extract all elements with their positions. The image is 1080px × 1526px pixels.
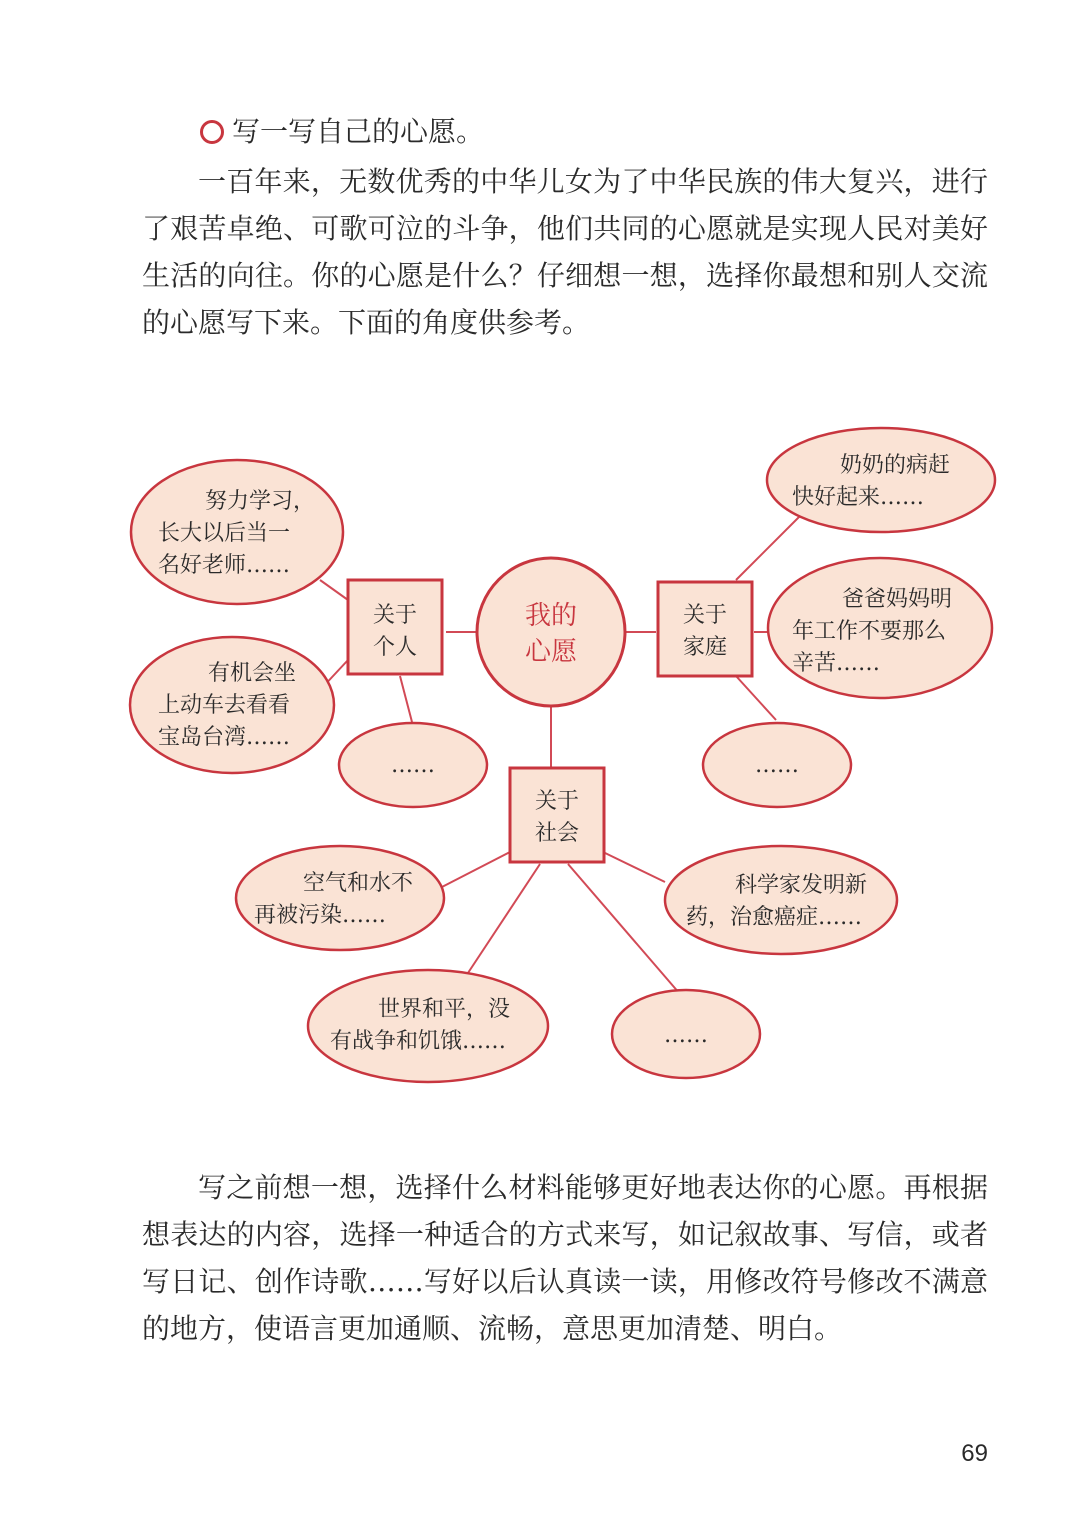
bubble-taiwan-line3: 宝岛台湾……: [158, 725, 291, 750]
bubble-teacher: [131, 460, 343, 604]
bubble-family-more: [703, 723, 851, 807]
bubble-grandma-line1: 奶奶的病赶: [840, 453, 951, 478]
bubble-medicine-line1: 科学家发明新: [735, 873, 868, 898]
box-society-line1: 关于: [534, 789, 580, 814]
bubble-society-more: [612, 990, 760, 1078]
bubble-peace-line2: 有战争和饥饿……: [330, 1029, 507, 1054]
bubble-air-water-line1: 空气和水不: [303, 871, 414, 896]
bubble-family-more-text: ……: [755, 753, 799, 778]
bubble-grandma-line2: 快好起来……: [792, 485, 925, 510]
bubble-air-water: [236, 846, 444, 950]
box-family-line1: 关于: [682, 603, 728, 628]
box-society: [510, 768, 604, 862]
bubble-teacher-line2: 长大以后当一: [158, 521, 291, 546]
bubble-peace: [308, 970, 548, 1082]
intro-paragraph: 一百年来，无数优秀的中华儿女为了中华民族的伟大复兴，进行了艰苦卓绝、可歌可泣的斗争，他们共同的心愿就是实现人民对美好生活的向往。你的心愿是什么？仔细想一想，选择你最想和别人交流的心愿写下来。下面的角度供参考。: [142, 165, 988, 339]
bubble-medicine-line2: 药，治愈癌症……: [686, 905, 863, 930]
box-society-line2: 社会: [534, 821, 580, 846]
bubble-taiwan-line1: 有机会坐: [208, 661, 297, 686]
bubble-teacher-line1: 努力学习，: [205, 489, 316, 514]
box-personal-line1: 关于: [372, 603, 418, 628]
heading-text: 写一写自己的心愿。: [232, 115, 485, 148]
center-circle: [477, 558, 625, 706]
page-number: 69: [961, 1440, 988, 1467]
box-family-line2: 家庭: [682, 635, 728, 660]
bubble-peace-line1: 世界和平，没: [378, 997, 511, 1022]
center-label-line2: 心愿: [524, 637, 578, 667]
bubble-parents-line3: 辛苦……: [792, 651, 881, 676]
bubble-parents-line2: 年工作不要那么: [792, 619, 947, 644]
box-family: [658, 582, 752, 676]
bubble-society-more-text: ……: [664, 1023, 708, 1048]
box-personal: [348, 580, 442, 674]
bubble-personal-more-text: ……: [391, 753, 435, 778]
bubble-taiwan-line2: 上动车去看看: [158, 693, 291, 718]
box-personal-line2: 个人: [372, 635, 418, 660]
bubble-parents-line1: 爸爸妈妈明: [842, 587, 953, 612]
bubble-teacher-line3: 名好老师……: [158, 553, 291, 578]
writing-tips-paragraph: 写之前想一想，选择什么材料能够更好地表达你的心愿。再根据想表达的内容，选择一种适合的方式来写，如记叙故事、写信，或者写日记、创作诗歌……写好以后认真读一读，用修改符号修改不满意的地方，使语言更加通顺、流畅，意思更加清楚、明白。: [142, 1171, 988, 1345]
bubble-taiwan: [130, 637, 334, 773]
bubble-parents: [768, 558, 992, 698]
bubble-grandma: [767, 428, 995, 532]
bubble-medicine: [665, 846, 897, 954]
center-label-line1: 我的: [524, 601, 578, 631]
bubble-personal-more: [339, 723, 487, 807]
bubble-air-water-line2: 再被污染……: [254, 903, 387, 928]
